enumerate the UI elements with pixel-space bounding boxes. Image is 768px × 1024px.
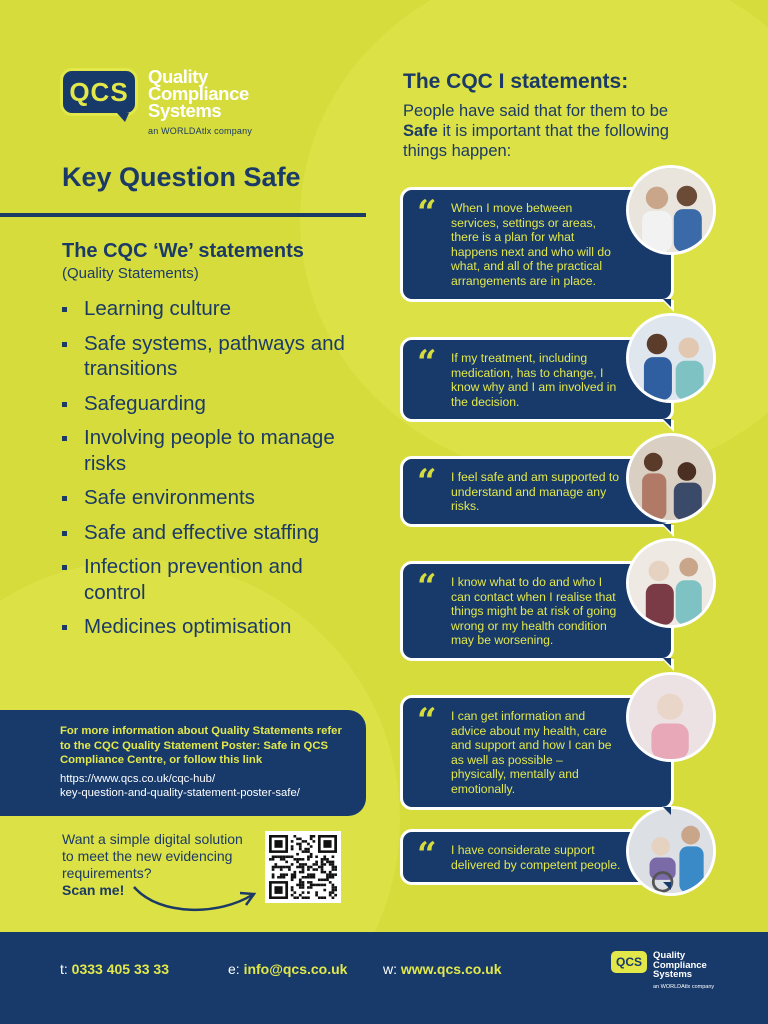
phone-label: t: xyxy=(60,961,68,977)
we-statement-item: Medicines optimisation xyxy=(60,614,360,640)
care-photo xyxy=(626,433,716,523)
more-info-link[interactable] xyxy=(60,772,350,801)
logo-line: Quality xyxy=(148,66,208,87)
title-divider xyxy=(0,213,366,217)
logo-badge: QCS xyxy=(60,68,138,116)
footer-logo-wordmark xyxy=(653,951,714,992)
qr-code-icon xyxy=(269,835,337,899)
we-statements-subheading: (Quality Statements) xyxy=(62,265,199,282)
scan-cta: Scan me! xyxy=(62,882,125,898)
logo-line: Quality xyxy=(653,950,686,961)
logo-line: Systems xyxy=(148,100,222,121)
we-statement-item: Safe and effective staffing xyxy=(60,520,360,546)
intro-text: People have said that for them to be xyxy=(403,102,669,120)
we-statement-item: Involving people to manage risks xyxy=(60,425,360,476)
quote-icon: “ xyxy=(417,193,437,233)
phone-number: 0333 405 33 33 xyxy=(71,961,169,977)
i-statements-intro xyxy=(403,101,683,161)
qr-code[interactable] xyxy=(265,831,341,903)
we-statement-item: Infection prevention and control xyxy=(60,554,360,605)
we-statements-list xyxy=(60,296,360,649)
quote-icon: “ xyxy=(417,567,437,607)
care-photo xyxy=(626,165,716,255)
web-label: w: xyxy=(383,961,397,977)
logo-wordmark xyxy=(148,68,252,140)
more-info-box xyxy=(0,710,366,816)
footer xyxy=(0,932,768,1024)
web-address: www.qcs.co.uk xyxy=(400,961,502,977)
intro-emphasis: Safe xyxy=(403,122,438,140)
email-address: info@qcs.co.uk xyxy=(243,961,348,977)
link-line: https://www.qcs.co.uk/cqc-hub/ xyxy=(60,772,216,785)
logo-subtitle: an WORLDAtlx company xyxy=(148,126,253,136)
care-photo xyxy=(626,313,716,403)
quote-icon: “ xyxy=(417,343,437,383)
scan-description: Want a simple digital solution to meet the new evidencing requirements? xyxy=(62,831,243,881)
footer-logo[interactable] xyxy=(611,951,714,992)
quote-icon: “ xyxy=(417,462,437,502)
logo-line: Compliance xyxy=(148,83,249,104)
qcs-logo[interactable] xyxy=(60,68,252,140)
we-statement-item: Safe environments xyxy=(60,485,360,511)
footer-website[interactable] xyxy=(383,961,502,977)
i-statement-text: When I move between services, settings or areas, there is a plan for what happens next and who will do what, and all of the practical arrangements are in place. xyxy=(451,201,611,288)
page-title: Key Question Safe xyxy=(62,162,301,192)
email-label: e: xyxy=(228,961,240,977)
more-info-text: For more information about Quality Statements refer to the CQC Quality Statement Poster: Safe in QCS Compliance Centre, or follow this link xyxy=(60,725,342,766)
logo-line: Systems xyxy=(653,969,693,980)
we-statements-heading: The CQC ‘We’ statements xyxy=(62,240,304,262)
i-statement-text: If my treatment, including medication, has to change, I know why and I am involved in the decision. xyxy=(451,351,617,409)
quote-icon: “ xyxy=(417,835,437,875)
footer-phone[interactable] xyxy=(60,961,169,977)
i-statement-text: I can get information and advice about my health, care and support and how I can be as well as possible – physically, mentally and emotionally. xyxy=(451,709,612,796)
intro-text: it is important that the following things happen: xyxy=(403,122,669,160)
quote-icon: “ xyxy=(417,701,437,741)
curved-arrow-icon xyxy=(130,875,260,915)
we-statement-item: Safeguarding xyxy=(60,391,360,417)
we-statement-item: Learning culture xyxy=(60,296,360,322)
i-statement-text: I feel safe and am supported to understand and manage any risks. xyxy=(451,470,620,514)
i-statement-text: I have considerate support delivered by competent people. xyxy=(451,843,621,872)
care-photo xyxy=(626,806,716,896)
logo-line: Compliance xyxy=(653,959,707,971)
care-photo xyxy=(626,672,716,762)
i-statement-text: I know what to do and who I can contact when I realise that things might be at risk of going wrong or my health condition may be worsening. xyxy=(451,575,617,648)
footer-logo-badge: QCS xyxy=(611,951,647,973)
i-statements-heading: The CQC I statements: xyxy=(403,70,629,93)
logo-subtitle: an WORLDAtlx company xyxy=(653,983,715,990)
we-statement-item: Safe systems, pathways and transitions xyxy=(60,331,360,382)
care-photo xyxy=(626,538,716,628)
link-line: key-question-and-quality-statement-poster-safe/ xyxy=(60,787,300,799)
footer-email[interactable] xyxy=(228,961,347,977)
